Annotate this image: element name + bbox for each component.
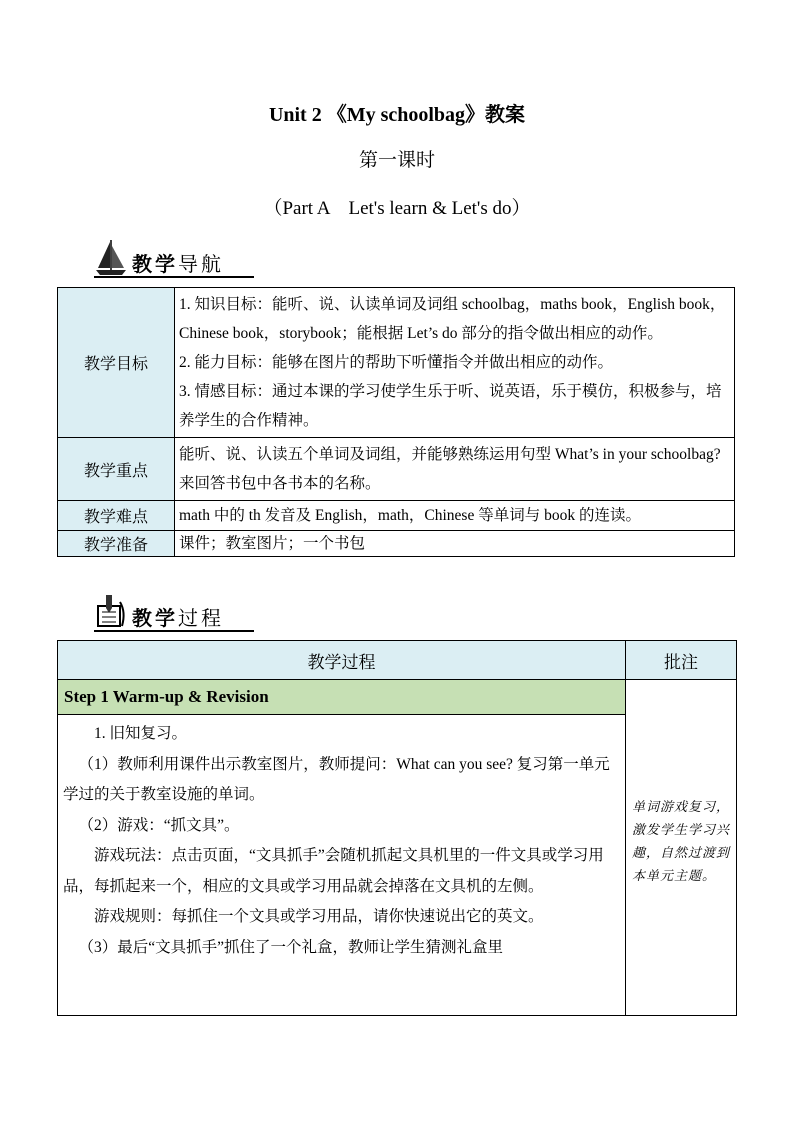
table-row bbox=[58, 288, 735, 438]
book-pencil-icon bbox=[92, 592, 132, 634]
process-banner-underline bbox=[94, 630, 254, 632]
process-banner bbox=[92, 592, 254, 634]
document-title: Unit 2 《My schoolbag》教案 bbox=[268, 104, 526, 126]
process-table bbox=[57, 640, 737, 1016]
sailboat-icon bbox=[92, 238, 132, 280]
keypoint-content: 能听、说、认读五个单词及词组，并能够熟练运用句型 What’s in your schoolbag? 来回答书包中各书本的名称。 bbox=[175, 438, 735, 501]
paragraph: 游戏玩法：点击页面，“文具抓手”会随机抓起文具机里的一件文具或学习用品，每抓起来一个，相应的文具或学习用品就会掉落在文具机的左侧。 bbox=[63, 847, 604, 895]
step-body bbox=[58, 715, 626, 1016]
paragraph: 游戏规则：每抓住一个文具或学习用品，请你快速说出它的英文。 bbox=[94, 908, 544, 925]
note-column-header: 批注 bbox=[626, 641, 737, 680]
table-row bbox=[58, 438, 735, 501]
table-row bbox=[58, 531, 735, 557]
paragraph: 1. 旧知复习。 bbox=[94, 725, 188, 742]
nav-banner-underline bbox=[94, 276, 254, 278]
difficulty-content: math 中的 th 发音及 English，math，Chinese 等单词与 book 的连读。 bbox=[175, 501, 735, 531]
paragraph: （2）游戏：“抓文具”。 bbox=[78, 816, 240, 834]
part-label: （Part A Let's learn & Let's do） bbox=[263, 198, 531, 219]
lesson-label: 第一课时 bbox=[358, 150, 435, 171]
table-header-row bbox=[58, 641, 737, 680]
table-row bbox=[58, 501, 735, 531]
paragraph: （1）教师利用课件出示教室图片，教师提问：What can you see? 复习第一单元学过的关于教室设施的单词。 bbox=[63, 755, 610, 803]
goal-content: 1. 知识目标：能听、说、认读单词及词组 schoolbag，maths book，English book，Chinese book，storybook；能根据 Let’s do 部分的指令做出相应的动作。 2. 能力目标：能够在图片的帮助下听懂指令并做出相应的动作。 3. 情感目标：通过本课的学习使学生乐于听、说英语，乐于模仿，积极参与，培养学生的合作精神。 bbox=[175, 288, 735, 438]
step-title: Step 1 Warm-up & Revision bbox=[58, 680, 626, 715]
goals-table bbox=[57, 287, 735, 557]
process-column-header: 教学过程 bbox=[58, 641, 626, 680]
keypoint-label: 教学重点 bbox=[58, 438, 175, 501]
nav-banner bbox=[92, 238, 254, 280]
note-cell bbox=[626, 680, 737, 1016]
note-text: 单词游戏复习，激发学生学习兴趣，自然过渡到本单元主题。 bbox=[632, 799, 731, 883]
preparation-label: 教学准备 bbox=[58, 531, 175, 557]
paragraph: （3）最后“文具抓手”抓住了一个礼盒，教师让学生猜测礼盒里 bbox=[78, 938, 504, 956]
goal-label: 教学目标 bbox=[58, 288, 175, 438]
nav-banner-text: 教学导航 bbox=[132, 252, 224, 276]
preparation-content: 课件；教室图片；一个书包 bbox=[175, 531, 735, 557]
process-banner-text: 教学过程 bbox=[132, 606, 224, 630]
difficulty-label: 教学难点 bbox=[58, 501, 175, 531]
table-row bbox=[58, 680, 737, 715]
